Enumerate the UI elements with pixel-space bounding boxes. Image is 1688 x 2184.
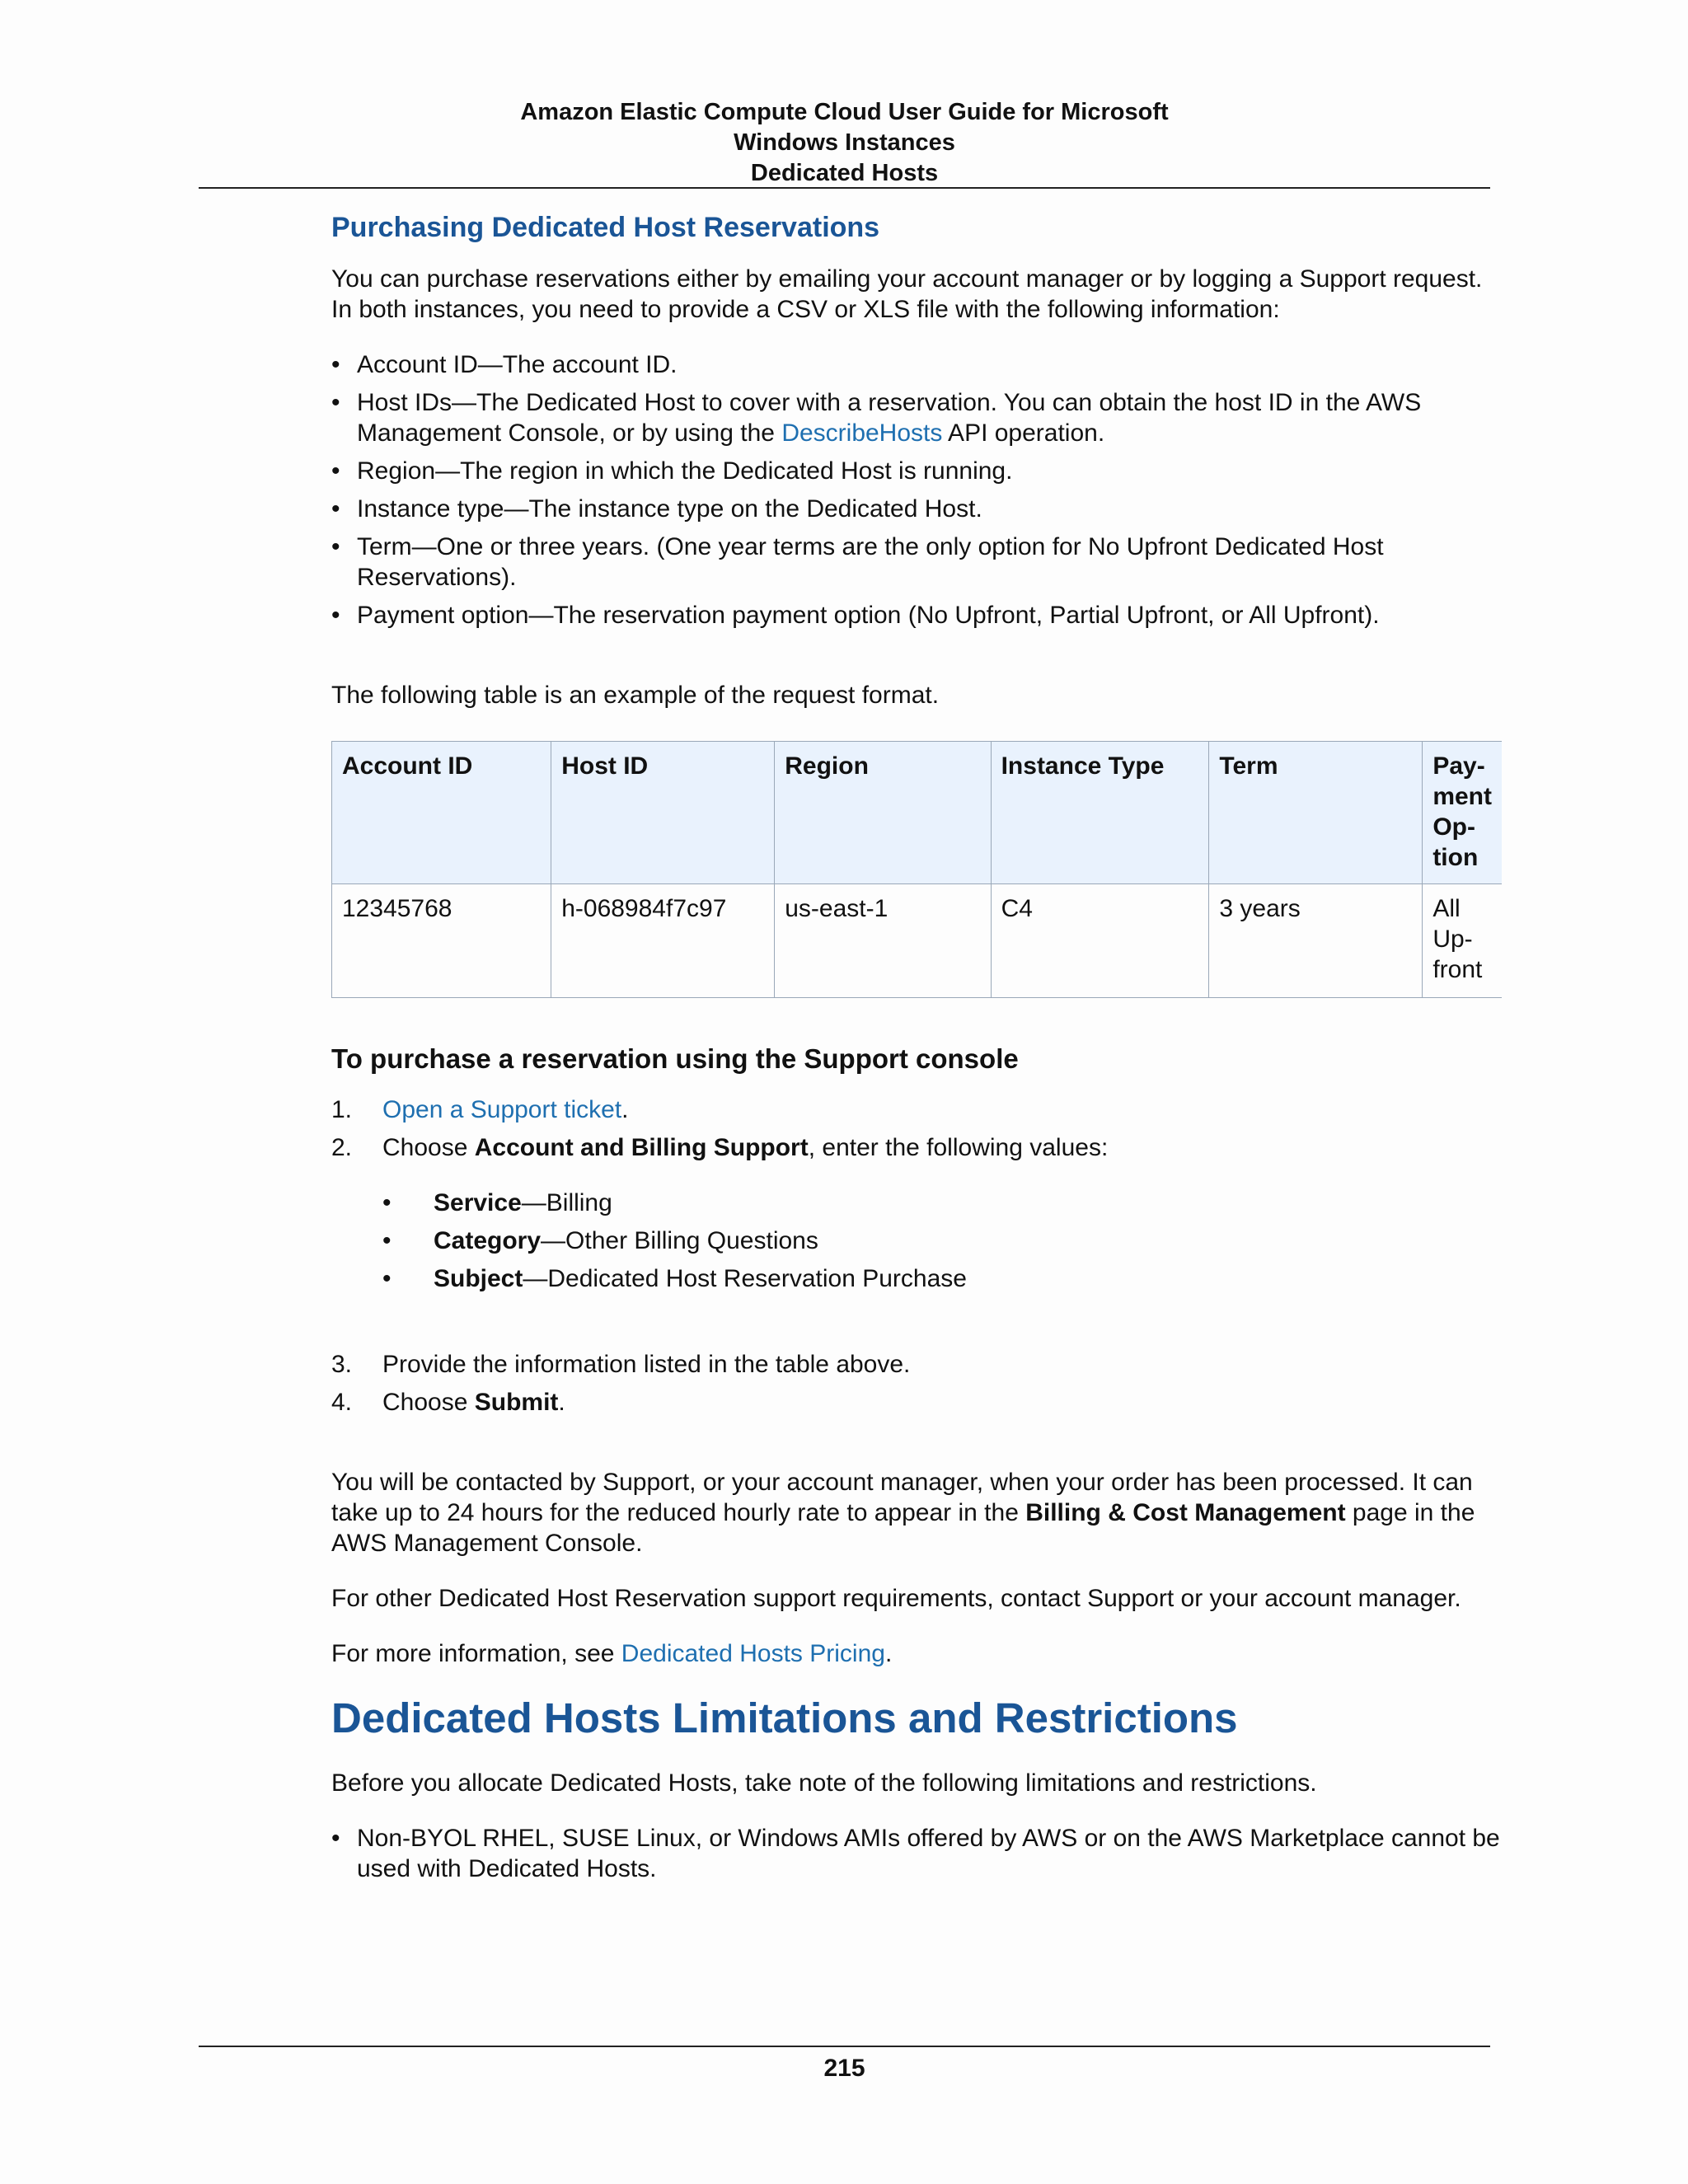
page-number: 215 bbox=[823, 2055, 865, 2082]
procedure-title: To purchase a reservation using the Support console bbox=[331, 1043, 1019, 1074]
list-item: • Payment option—The reservation payment option (No Upfront, Partial Upfront, or All Upfront). bbox=[331, 600, 1502, 630]
step-number: 3. bbox=[331, 1351, 353, 1378]
header-line-3: Dedicated Hosts bbox=[750, 160, 939, 186]
table-row bbox=[332, 884, 1503, 998]
list-item: • Non-BYOL RHEL, SUSE Linux, or Windows AMIs offered by AWS or on the AWS Marketplace cannot be used with Dedicated Hosts. bbox=[331, 1823, 1502, 1884]
support-paragraph: For other Dedicated Host Reservation support requirements, contact Support or your account manager. bbox=[331, 1585, 1461, 1612]
cell-payment-option: All Up-front bbox=[1423, 884, 1502, 998]
list-item: • Region—The region in which the Dedicated Host is running. bbox=[331, 456, 1502, 486]
step-number: 4. bbox=[331, 1389, 353, 1416]
list-item: • Subject—Dedicated Host Reservation Purchase bbox=[382, 1263, 1502, 1294]
col-region: Region bbox=[775, 742, 991, 884]
list-item: • Instance type—The instance type on the Dedicated Host. bbox=[331, 494, 1502, 524]
running-header bbox=[199, 97, 1490, 189]
request-format-table bbox=[331, 741, 1502, 998]
open-support-ticket-link[interactable]: Open a Support ticket bbox=[382, 1096, 622, 1123]
dedicated-hosts-pricing-link[interactable]: Dedicated Hosts Pricing bbox=[621, 1640, 885, 1667]
step-item: 2. Choose Account and Billing Support, enter the following values: • Service—Billing • Category—Other Billing Questions • Subject—Dedicated Host Reservation Purchase bbox=[331, 1132, 1502, 1294]
limitations-list bbox=[331, 1823, 1502, 1884]
cell-region: us-east-1 bbox=[775, 884, 991, 998]
limitations-heading: Dedicated Hosts Limitations and Restrictions bbox=[331, 1694, 1238, 1741]
contact-paragraph: You will be contacted by Support, or your account manager, when your order has been processed. It can take up to 24 hours for the reduced hourly rate to appear in the Billing & Cost Management page in the AWS Management Console. bbox=[331, 1469, 1475, 1557]
col-instance-type: Instance Type bbox=[991, 742, 1209, 884]
support-values-list bbox=[382, 1188, 1502, 1294]
col-payment-option: Pay-ment Op-tion bbox=[1423, 742, 1502, 884]
header-line-2: Windows Instances bbox=[734, 129, 955, 156]
header-rule bbox=[199, 187, 1490, 189]
table-intro: The following table is an example of the request format. bbox=[331, 682, 940, 709]
list-item: • Host IDs—The Dedicated Host to cover with a reservation. You can obtain the host ID in the AWS Management Console, or by using the DescribeHosts API operation. bbox=[331, 387, 1502, 448]
section-title: Purchasing Dedicated Host Reservations bbox=[331, 212, 880, 243]
step-number: 1. bbox=[331, 1096, 353, 1123]
list-item: • Service—Billing bbox=[382, 1188, 1502, 1218]
more-info-paragraph: For more information, see Dedicated Hosts Pricing. bbox=[331, 1640, 893, 1667]
list-item: • Term—One or three years. (One year terms are the only option for No Upfront Dedicated Host Reservations). bbox=[331, 532, 1502, 593]
list-item: • Category—Other Billing Questions bbox=[382, 1226, 1502, 1256]
list-item: • Account ID—The account ID. bbox=[331, 349, 1502, 380]
cell-instance-type: C4 bbox=[991, 884, 1209, 998]
intro-paragraph: You can purchase reservations either by emailing your account manager or by logging a Support request. In both instances, you need to provide a CSV or XLS file with the following information: bbox=[331, 265, 1483, 323]
col-host-id: Host ID bbox=[551, 742, 775, 884]
step-item: 4. Choose Submit. bbox=[331, 1389, 565, 1416]
cell-term: 3 years bbox=[1209, 884, 1423, 998]
describehosts-link[interactable]: DescribeHosts bbox=[781, 419, 943, 447]
step-item: 1. Open a Support ticket. bbox=[331, 1096, 629, 1123]
header-line-1: Amazon Elastic Compute Cloud User Guide for Microsoft bbox=[520, 99, 1169, 125]
procedure-steps bbox=[331, 1094, 1502, 1418]
col-account-id: Account ID bbox=[332, 742, 551, 884]
col-term: Term bbox=[1209, 742, 1423, 884]
step-item: 3. Provide the information listed in the table above. bbox=[331, 1351, 911, 1378]
info-list bbox=[331, 349, 1502, 630]
footer-rule bbox=[199, 2046, 1490, 2047]
cell-host-id: h-068984f7c97 bbox=[551, 884, 775, 998]
step-number: 2. bbox=[331, 1134, 353, 1161]
cell-account-id: 12345768 bbox=[332, 884, 551, 998]
page-content bbox=[331, 213, 1502, 1891]
limitations-intro: Before you allocate Dedicated Hosts, take note of the following limitations and restrictions. bbox=[331, 1769, 1317, 1797]
table-header-row bbox=[332, 742, 1503, 884]
